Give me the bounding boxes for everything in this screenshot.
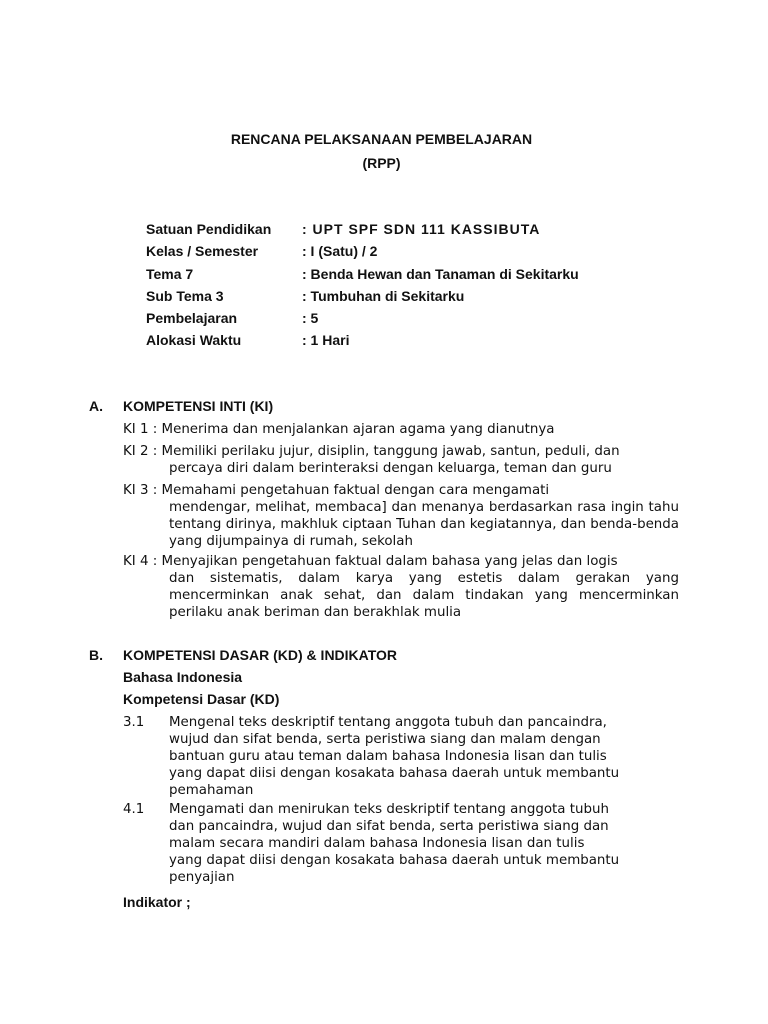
indikator-heading: Indikator ; — [123, 894, 191, 910]
kd-item — [123, 714, 683, 799]
kd-heading: Kompetensi Dasar (KD) — [123, 691, 280, 707]
kd-text — [169, 714, 683, 799]
kd-line: bantuan guru atau teman dalam bahasa Indonesia lisan dan tulis — [169, 749, 607, 764]
ki-2-first-line: KI 2 : Memiliki perilaku jujur, disiplin, tanggung jawab, santun, peduli, dan — [123, 444, 620, 459]
kd-line: yang dapat diisi dengan kosakata bahasa daerah untuk membantu — [169, 766, 620, 781]
identity-table — [146, 220, 579, 354]
kd-item — [123, 801, 683, 886]
kd-number: 3.1 — [123, 715, 145, 730]
section-letter: A. — [89, 398, 103, 414]
kd-text — [169, 801, 683, 886]
ki-1-text: KI 1 : Menerima dan menjalankan ajaran agama yang dianutnya — [123, 422, 555, 437]
kd-line: pemahaman — [169, 783, 254, 798]
ki-3-continuation: mendengar, melihat, membaca] dan menanya berdasarkan rasa ingin tahu tentang dirinya, makhluk ciptaan Tuhan dan kegiatannya, dan benda-benda yang dijumpainya di rumah, sekolah — [169, 500, 679, 549]
section-letter: B. — [89, 647, 103, 663]
identity-row — [146, 309, 579, 331]
identity-label: Tema 7 — [146, 265, 194, 282]
ki-4-continuation: dan sistematis, dalam karya yang estetis dalam gerakan yang mencerminkan anak sehat, dan dalam tindakan yang mencerminkan perilaku anak beriman dan berakhlak mulia — [169, 571, 679, 620]
identity-label: Sub Tema 3 — [146, 287, 224, 304]
section-heading: KOMPETENSI INTI (KI) — [123, 398, 274, 414]
ki-4 — [123, 553, 679, 621]
identity-row — [146, 265, 579, 287]
identity-value: : 5 — [302, 310, 319, 327]
identity-label: Alokasi Waktu — [146, 332, 242, 349]
identity-value: : Benda Hewan dan Tanaman di Sekitarku — [302, 265, 579, 282]
identity-row — [146, 287, 579, 309]
section-heading: KOMPETENSI DASAR (KD) & INDIKATOR — [123, 647, 398, 663]
ki-2-continuation: percaya diri dalam berinteraksi dengan keluarga, teman dan guru — [169, 461, 612, 476]
identity-label: Satuan Pendidikan — [146, 221, 272, 237]
identity-label: Kelas / Semester — [146, 243, 259, 260]
identity-row — [146, 331, 579, 353]
kd-line: Mengenal teks deskriptif tentang anggota tubuh dan pancaindra, — [169, 715, 607, 730]
kd-number: 4.1 — [123, 802, 145, 817]
ki-4-first-line: KI 4 : Menyajikan pengetahuan faktual dalam bahasa yang jelas dan logis — [123, 554, 618, 569]
document-title: RENCANA PELAKSANAAN PEMBELAJARAN — [230, 131, 533, 147]
identity-label: Pembelajaran — [146, 310, 238, 327]
identity-value: : Tumbuhan di Sekitarku — [302, 287, 465, 304]
ki-3-first-line: KI 3 : Memahami pengetahuan faktual dengan cara mengamati — [123, 483, 550, 498]
identity-row — [146, 242, 579, 264]
subject-name: Bahasa Indonesia — [123, 669, 243, 685]
identity-value: : 1 Hari — [302, 332, 350, 349]
document-subtitle: (RPP) — [362, 155, 401, 171]
kd-line: wujud dan sifat benda, serta peristiwa siang dan malam dengan — [169, 732, 601, 747]
identity-value: : I (Satu) / 2 — [302, 243, 378, 260]
identity-row — [146, 220, 579, 242]
kd-line: dan pancaindra, wujud dan sifat benda, serta peristiwa siang dan — [169, 819, 609, 834]
kd-line: penyajian — [169, 870, 235, 885]
kd-line: malam secara mandiri dalam bahasa Indonesia lisan dan tulis — [169, 836, 585, 851]
kd-line: yang dapat diisi dengan kosakata bahasa daerah untuk membantu — [169, 853, 620, 868]
ki-3 — [123, 482, 679, 550]
kd-line: Mengamati dan menirukan teks deskriptif tentang anggota tubuh — [169, 802, 609, 817]
identity-value: : UPT SPF SDN 111 KASSIBUTA — [302, 221, 541, 237]
ki-1 — [123, 421, 679, 438]
ki-2 — [123, 443, 679, 477]
